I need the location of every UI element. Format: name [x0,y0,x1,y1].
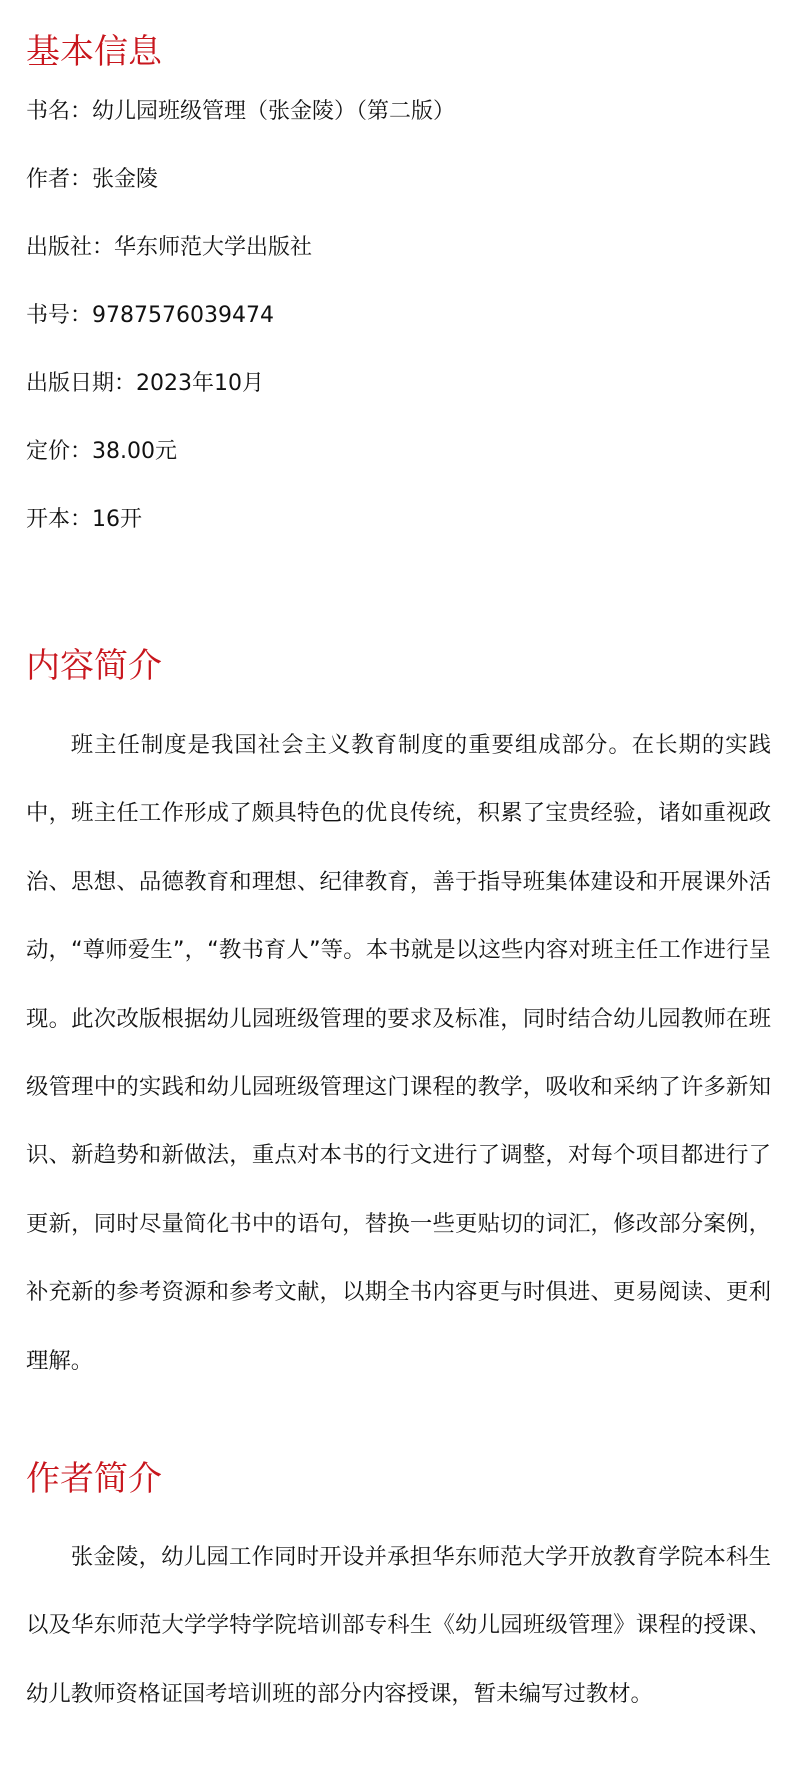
publisher-line: 出版社：华东师范大学出版社 [26,235,313,260]
author-line: 作者：张金陵 [26,167,159,192]
basic-info-heading: 基本信息 [26,32,162,72]
publish-date-line: 出版日期：2023年10月 [26,371,264,396]
price-line: 定价：38.00元 [26,439,177,464]
content-intro-heading: 内容简介 [26,646,162,686]
book-title-line: 书名：幼儿园班级管理（张金陵）（第二版） [26,99,456,124]
content-intro-paragraph: 班主任制度是我国社会主义教育制度的重要组成部分。在长期的实践中，班主任工作形成了颇具特色的优良传统，积累了宝贵经验，诸如重视政治、思想、品德教育和理想、纪律教育，善于指导班集体建设和开展课外活动，“尊师爱生”，“教书育人”等。本书就是以这些内容对班主任工作进行呈现。此次改版根据幼儿园班级管理的要求及标准，同时结合幼儿园教师在班级管理中的实践和幼儿园班级管理这门课程的教学，吸收和采纳了许多新知识、新趋势和新做法，重点对本书的行文进行了调整，对每个项目都进行了更新，同时尽量简化书中的语句，替换一些更贴切的词汇，修改部分案例，补充新的参考资源和参考文献，以期全书内容更与时俱进、更易阅读、更利理解。 [26,732,771,1374]
author-intro-paragraph: 张金陵，幼儿园工作同时开设并承担华东师范大学开放教育学院本科生以及华东师范大学学特学院培训部专科生《幼儿园班级管理》课程的授课、幼儿教师资格证国考培训班的部分内容授课，暂未编写过教材。 [26,1544,771,1707]
isbn-line: 书号：9787576039474 [26,303,274,328]
basic-info-list [26,97,455,535]
author-intro-heading: 作者简介 [26,1459,162,1499]
format-line: 开本：16开 [26,507,142,532]
